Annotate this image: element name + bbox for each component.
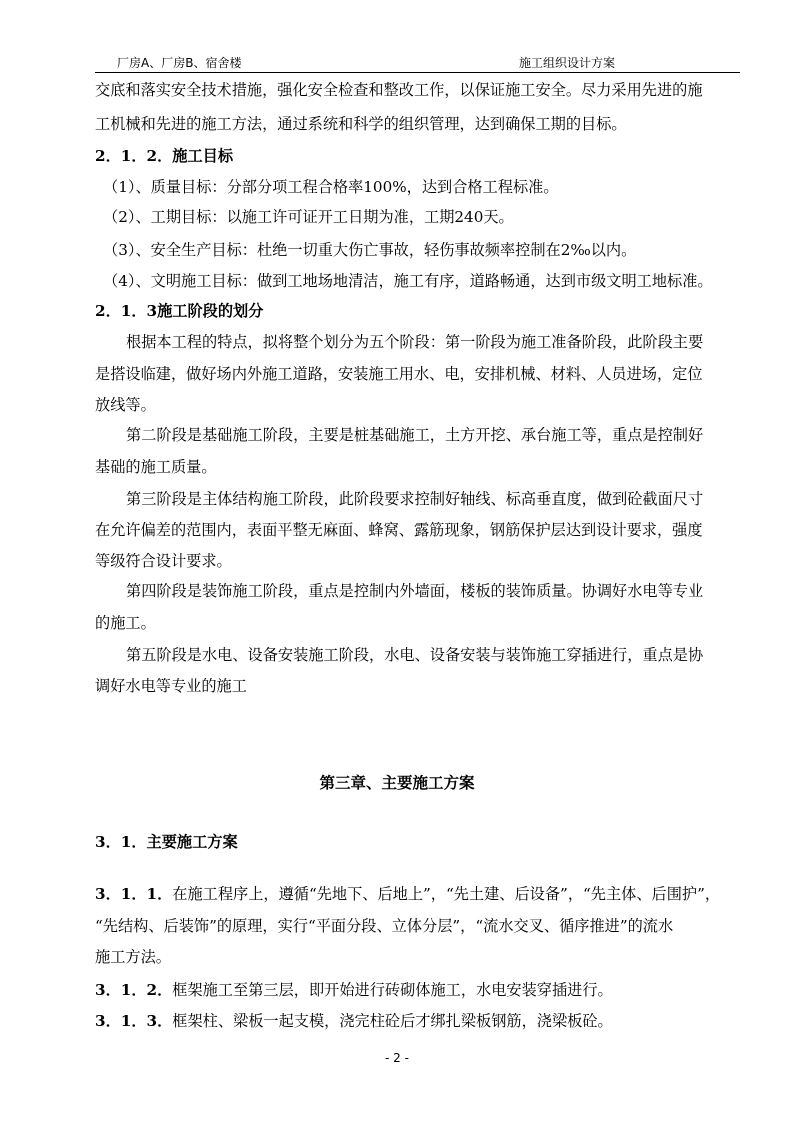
- goal-civilized-construction: （4）、文明施工目标：做到工地场地清洁，施工有序，道路畅通，达到市级文明工地标准。: [103, 272, 713, 290]
- paragraph-line: 基础的施工质量。: [95, 458, 217, 476]
- paragraph-line: [95, 1011, 743, 1031]
- paragraph-line: 等级符合设计要求。: [95, 552, 232, 570]
- paragraph-line: 第三阶段是主体结构施工阶段，此阶段要求控制好轴线、标高垂直度，做到砼截面尺寸: [126, 490, 704, 508]
- paragraph-line: 在允许偏差的范围内，表面平整无麻面、蜂窝、露筋现象，钢筋保护层达到设计要求，强度: [95, 521, 703, 539]
- clause-number: 3．1．2．: [95, 981, 173, 999]
- paragraph-line: 放线等。: [95, 396, 156, 414]
- paragraph-line: [95, 980, 743, 1000]
- clause-text: 框架柱、梁板一起支模，浇完柱砼后才绑扎梁板钢筋，浇梁板砼。: [172, 1012, 613, 1030]
- section-heading-2-1-2: 2．1．2．施工目标: [95, 147, 234, 165]
- clause-number: 3．1．3．: [95, 1012, 173, 1030]
- section-heading-2-1-3: 2．1．3施工阶段的划分: [95, 302, 264, 320]
- page-header: [95, 52, 740, 73]
- paragraph-line: 调好水电等专业的施工: [95, 677, 247, 695]
- header-document-title: 施工组织设计方案: [519, 56, 616, 70]
- paragraph-line: 施工方法。: [95, 948, 171, 966]
- clause-text: 框架施工至第三层，即开始进行砖砌体施工，水电安装穿插进行。: [172, 981, 613, 999]
- paragraph-line: 工机械和先进的施工方法，通过系统和科学的组织管理，达到确保工期的目标。: [95, 115, 627, 133]
- paragraph-line: 第四阶段是装饰施工阶段，重点是控制内外墙面，楼板的装饰质量。协调好水电等专业: [126, 582, 704, 600]
- goal-schedule: （2）、工期目标：以施工许可证开工日期为准，工期240天。: [103, 208, 514, 226]
- goal-quality: （1）、质量目标：分部分项工程合格率100%，达到合格工程标准。: [103, 178, 559, 196]
- paragraph-line: 的施工。: [95, 614, 156, 632]
- paragraph-line: [95, 884, 743, 904]
- paragraph-line: 第二阶段是基础施工阶段，主要是桩基础施工，土方开挖、承台施工等，重点是控制好: [126, 426, 704, 444]
- paragraph-line: 交底和落实安全技术措施，强化安全检查和整改工作，以保证施工安全。尽力采用先进的施: [95, 81, 703, 99]
- paragraph-line: “先结构、后装饰”的原理，实行“平面分段、立体分层”，“流水交叉、循序推进”的流水: [95, 917, 674, 935]
- header-project-name: 厂房A、厂房B、宿舍楼: [117, 56, 242, 70]
- paragraph-line: 第五阶段是水电、设备安装施工阶段，水电、设备安装与装饰施工穿插进行，重点是协: [126, 646, 704, 664]
- clause-number: 3．1．1．: [95, 885, 173, 903]
- chapter-title: 第三章、主要施工方案: [319, 773, 475, 792]
- paragraph-line: 是搭设临建，做好场内外施工道路，安装施工用水、电，安排机械、材料、人员进场，定位: [95, 365, 703, 383]
- page-number: - 2 -: [385, 1051, 409, 1065]
- section-heading-3-1: 3．1．主要施工方案: [95, 833, 238, 851]
- goal-safety: （3）、安全生产目标：杜绝一切重大伤亡事故，轻伤事故频率控制在2‰以内。: [103, 241, 637, 259]
- clause-text: 在施工程序上，遵循“先地下、后地上”，“先土建、后设备”，“先主体、后围护”，: [172, 885, 721, 903]
- paragraph-line: 根据本工程的特点，拟将整个划分为五个阶段：第一阶段为施工准备阶段，此阶段主要: [126, 333, 704, 351]
